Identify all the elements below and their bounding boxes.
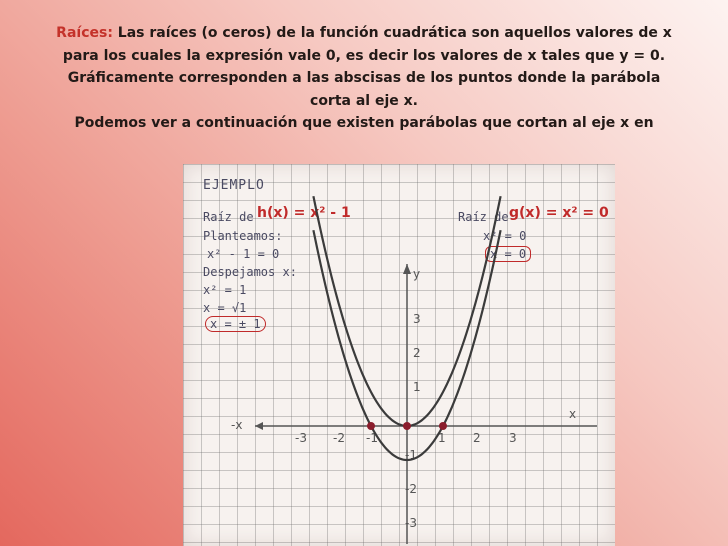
right-note-line: x² = 0 bbox=[483, 229, 527, 243]
root-point bbox=[439, 422, 447, 430]
root-point bbox=[367, 422, 375, 430]
left-function: h(x) = x² - 1 bbox=[257, 205, 351, 221]
y-tick-label: 2 bbox=[413, 346, 421, 360]
paragraph-line-3: Gráficamente corresponden a las abscisas de los puntos donde la parábola bbox=[67, 70, 661, 86]
left-result: x = ± 1 bbox=[205, 316, 266, 332]
paragraph-line-4: corta al eje x. bbox=[310, 92, 418, 109]
paragraph-line-1 bbox=[14, 22, 714, 45]
y-axis-label: y bbox=[413, 267, 421, 281]
x-tick-label: 1 bbox=[438, 431, 446, 445]
left-note-line: x² - 1 = 0 bbox=[207, 247, 280, 261]
y-axis-arrow bbox=[403, 264, 411, 274]
example-figure bbox=[183, 164, 615, 546]
right-result: x = 0 bbox=[485, 246, 531, 262]
y-tick-label: -2 bbox=[405, 482, 417, 496]
x-tick-label: 2 bbox=[473, 431, 481, 445]
x-axis-arrow bbox=[255, 422, 263, 430]
left-note-line: Despejamos x: bbox=[203, 265, 297, 279]
root-point bbox=[403, 422, 411, 430]
y-tick-label: 1 bbox=[413, 380, 421, 394]
paragraph-line-1-text: Las raíces (o ceros) de la función cuadrática son aquellos valores de x bbox=[112, 25, 672, 41]
y-tick-label: -1 bbox=[405, 448, 417, 462]
keyword-raices: Raíces: bbox=[56, 25, 113, 41]
x-tick-label: 3 bbox=[509, 431, 517, 445]
parabola-graph bbox=[183, 164, 615, 546]
right-function: g(x) = x² = 0 bbox=[509, 205, 609, 221]
y-tick-label: -3 bbox=[405, 516, 417, 530]
right-root-prefix: Raíz de bbox=[458, 210, 509, 224]
x-tick-label: -1 bbox=[366, 431, 378, 445]
text-block bbox=[14, 22, 714, 135]
example-heading: EJEMPLO bbox=[203, 178, 265, 193]
neg-x-axis-label: -x bbox=[231, 418, 243, 432]
y-tick-label: 3 bbox=[413, 312, 421, 326]
left-note-line: Planteamos: bbox=[203, 229, 283, 243]
x-tick-label: -2 bbox=[333, 431, 345, 445]
left-note-line: x² = 1 bbox=[203, 283, 247, 297]
paragraph-line-2: para los cuales la expresión vale 0, es decir los valores de x tales que y = 0. bbox=[62, 47, 666, 64]
left-note-line: x = √1 bbox=[203, 301, 247, 315]
left-root-prefix: Raíz de bbox=[203, 210, 254, 224]
x-tick-label: -3 bbox=[295, 431, 307, 445]
x-axis-label: x bbox=[569, 407, 577, 421]
paragraph-line-5: Podemos ver a continuación que existen parábolas que cortan al eje x en bbox=[74, 115, 654, 131]
